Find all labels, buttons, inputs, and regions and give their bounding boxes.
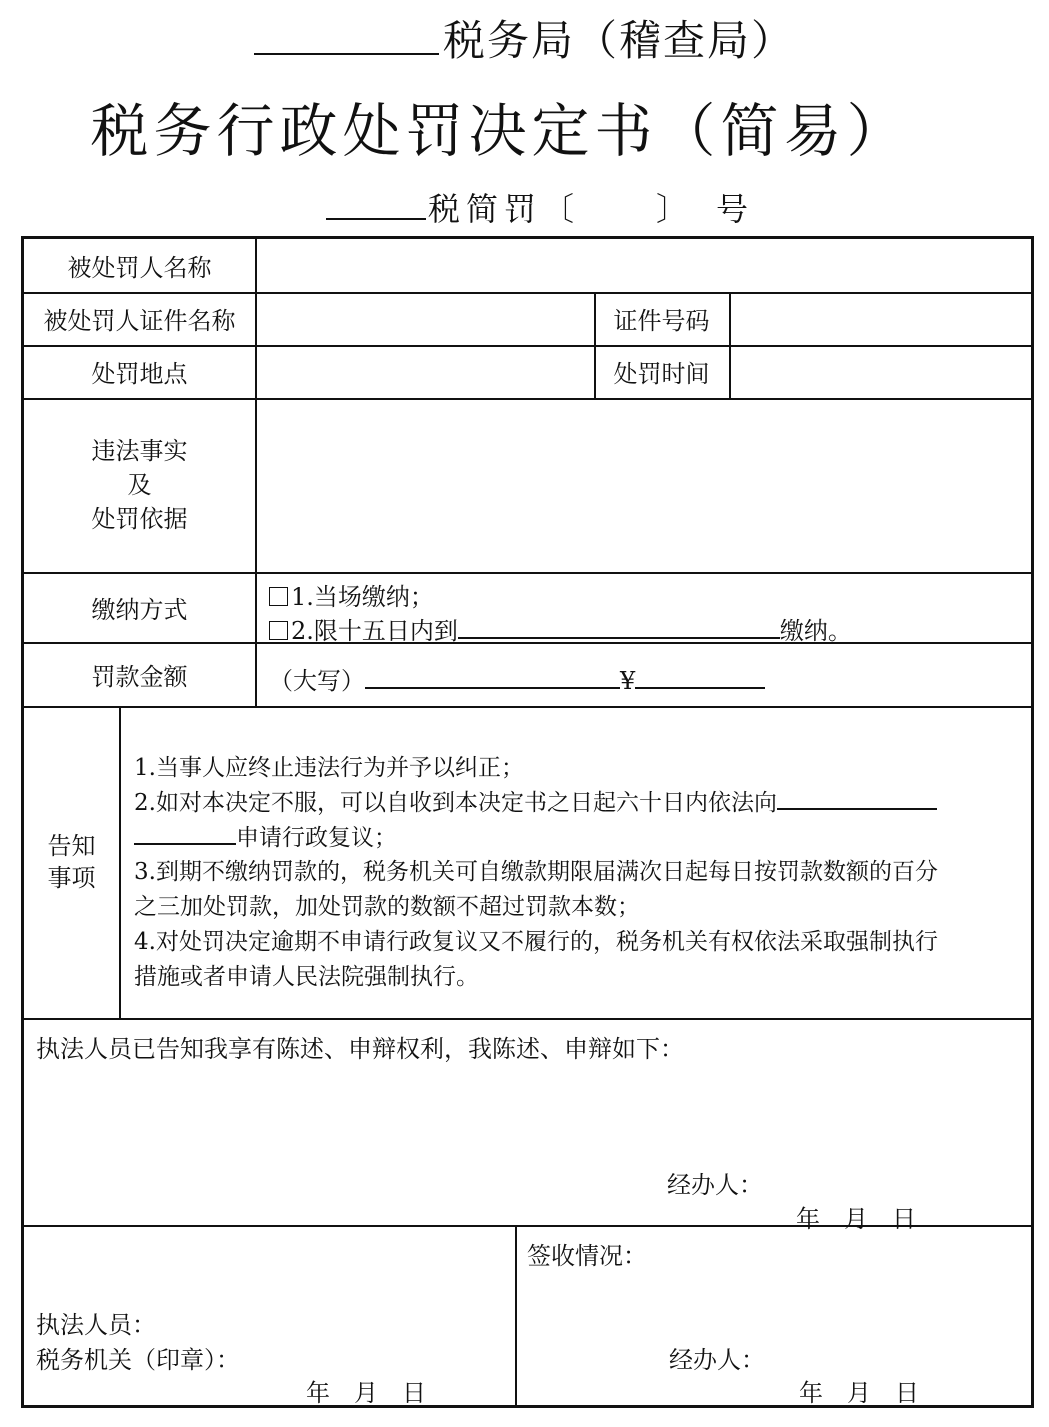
facts-label-line: 处罚依据 bbox=[91, 505, 188, 533]
time-field[interactable] bbox=[731, 347, 1029, 396]
amount-numeric-blank[interactable] bbox=[635, 665, 765, 689]
receipt-label: 签收情况： bbox=[527, 1242, 647, 1270]
statement-handler-label: 经办人： bbox=[667, 1171, 763, 1199]
id-type-field[interactable] bbox=[257, 294, 592, 343]
payment-method-label: 缴纳方式 bbox=[91, 595, 188, 624]
row-divider bbox=[24, 706, 1031, 708]
notice-item-2-cont-text: 申请行政复议； bbox=[236, 825, 397, 851]
location-field[interactable] bbox=[257, 347, 592, 396]
agency-heading bbox=[0, 8, 1049, 68]
party-name-field[interactable] bbox=[257, 241, 1027, 290]
amount-capital-blank[interactable] bbox=[365, 665, 620, 689]
penalty-form bbox=[21, 236, 1034, 1408]
notice-item-4: 4.对处罚决定逾期不申请行政复议又不履行的，税务机关有权依法采取强制执行 bbox=[134, 929, 938, 955]
payment-place-blank[interactable] bbox=[458, 615, 780, 639]
payment-option-label: 2.限十五日内到 bbox=[291, 617, 458, 645]
time-label: 处罚时间 bbox=[613, 360, 710, 388]
review-authority-blank-cont[interactable] bbox=[134, 821, 236, 845]
document-number-text: 税简罚〔 〕 号 bbox=[427, 190, 754, 228]
party-name-label: 被处罚人名称 bbox=[67, 254, 212, 282]
notice-label-line: 事项 bbox=[47, 864, 96, 892]
facts-basis-field[interactable] bbox=[257, 400, 1027, 570]
document-number bbox=[0, 184, 1049, 230]
document-title: 税务行政处罚决定书（简易） bbox=[90, 97, 910, 165]
location-label: 处罚地点 bbox=[91, 360, 188, 388]
column-divider bbox=[515, 1225, 517, 1405]
payment-option-onsite bbox=[269, 577, 434, 612]
statement-date: 年 月 日 bbox=[796, 1205, 916, 1233]
statement-field[interactable] bbox=[36, 1064, 1021, 1159]
notice-item-2-text: 2.如对本决定不服，可以自收到本决定书之日起六十日内依法向 bbox=[134, 790, 777, 816]
agency-suffix: 税务局（稽查局） bbox=[442, 16, 795, 65]
tax-authority-seal-label: 税务机关（印章）： bbox=[36, 1346, 240, 1374]
fine-amount-fields bbox=[269, 661, 765, 696]
notice-item-3-cont: 之三加处罚款，加处罚款的数额不超过罚款本数； bbox=[134, 894, 640, 920]
notice-label-line: 告知 bbox=[47, 832, 96, 860]
receipt-handler-label: 经办人： bbox=[669, 1346, 765, 1374]
id-number-field[interactable] bbox=[731, 294, 1029, 343]
notice-label bbox=[24, 706, 119, 1018]
payment-suffix: 缴纳。 bbox=[779, 617, 852, 645]
id-number-label: 证件号码 bbox=[613, 307, 710, 335]
payment-option-deferred bbox=[269, 611, 852, 646]
notice-item-4-cont: 措施或者申请人民法院强制执行。 bbox=[134, 964, 479, 990]
agency-name-blank[interactable] bbox=[254, 11, 439, 55]
id-type-label: 被处罚人证件名称 bbox=[43, 307, 236, 335]
deferred-payment-checkbox[interactable] bbox=[269, 621, 288, 640]
yen-symbol: ¥ bbox=[620, 667, 636, 695]
notice-item-1: 1.当事人应终止违法行为并予以纠正； bbox=[134, 755, 524, 781]
fine-amount-label: 罚款金额 bbox=[91, 662, 188, 691]
receipt-date: 年 月 日 bbox=[799, 1379, 919, 1407]
notice-item-2-cont bbox=[134, 819, 397, 852]
facts-label-line: 及 bbox=[127, 471, 152, 499]
onsite-payment-checkbox[interactable] bbox=[269, 587, 288, 606]
document-number-prefix-blank[interactable] bbox=[326, 188, 426, 220]
amount-capital-label: （大写） bbox=[269, 667, 365, 695]
officer-label: 执法人员： bbox=[36, 1311, 156, 1339]
column-divider bbox=[119, 706, 121, 1018]
row-divider bbox=[24, 1018, 1031, 1020]
facts-basis-label bbox=[24, 398, 255, 572]
review-authority-blank[interactable] bbox=[777, 786, 937, 810]
notice-item-2 bbox=[134, 784, 937, 817]
facts-label-line: 违法事实 bbox=[91, 437, 188, 465]
statement-prompt: 执法人员已告知我享有陈述、申辩权利，我陈述、申辩如下： bbox=[36, 1035, 684, 1063]
payment-option-label: 1.当场缴纳； bbox=[291, 583, 434, 611]
notice-item-3: 3.到期不缴纳罚款的，税务机关可自缴款期限届满次日起每日按罚款数额的百分 bbox=[134, 859, 938, 885]
seal-date: 年 月 日 bbox=[306, 1379, 426, 1407]
